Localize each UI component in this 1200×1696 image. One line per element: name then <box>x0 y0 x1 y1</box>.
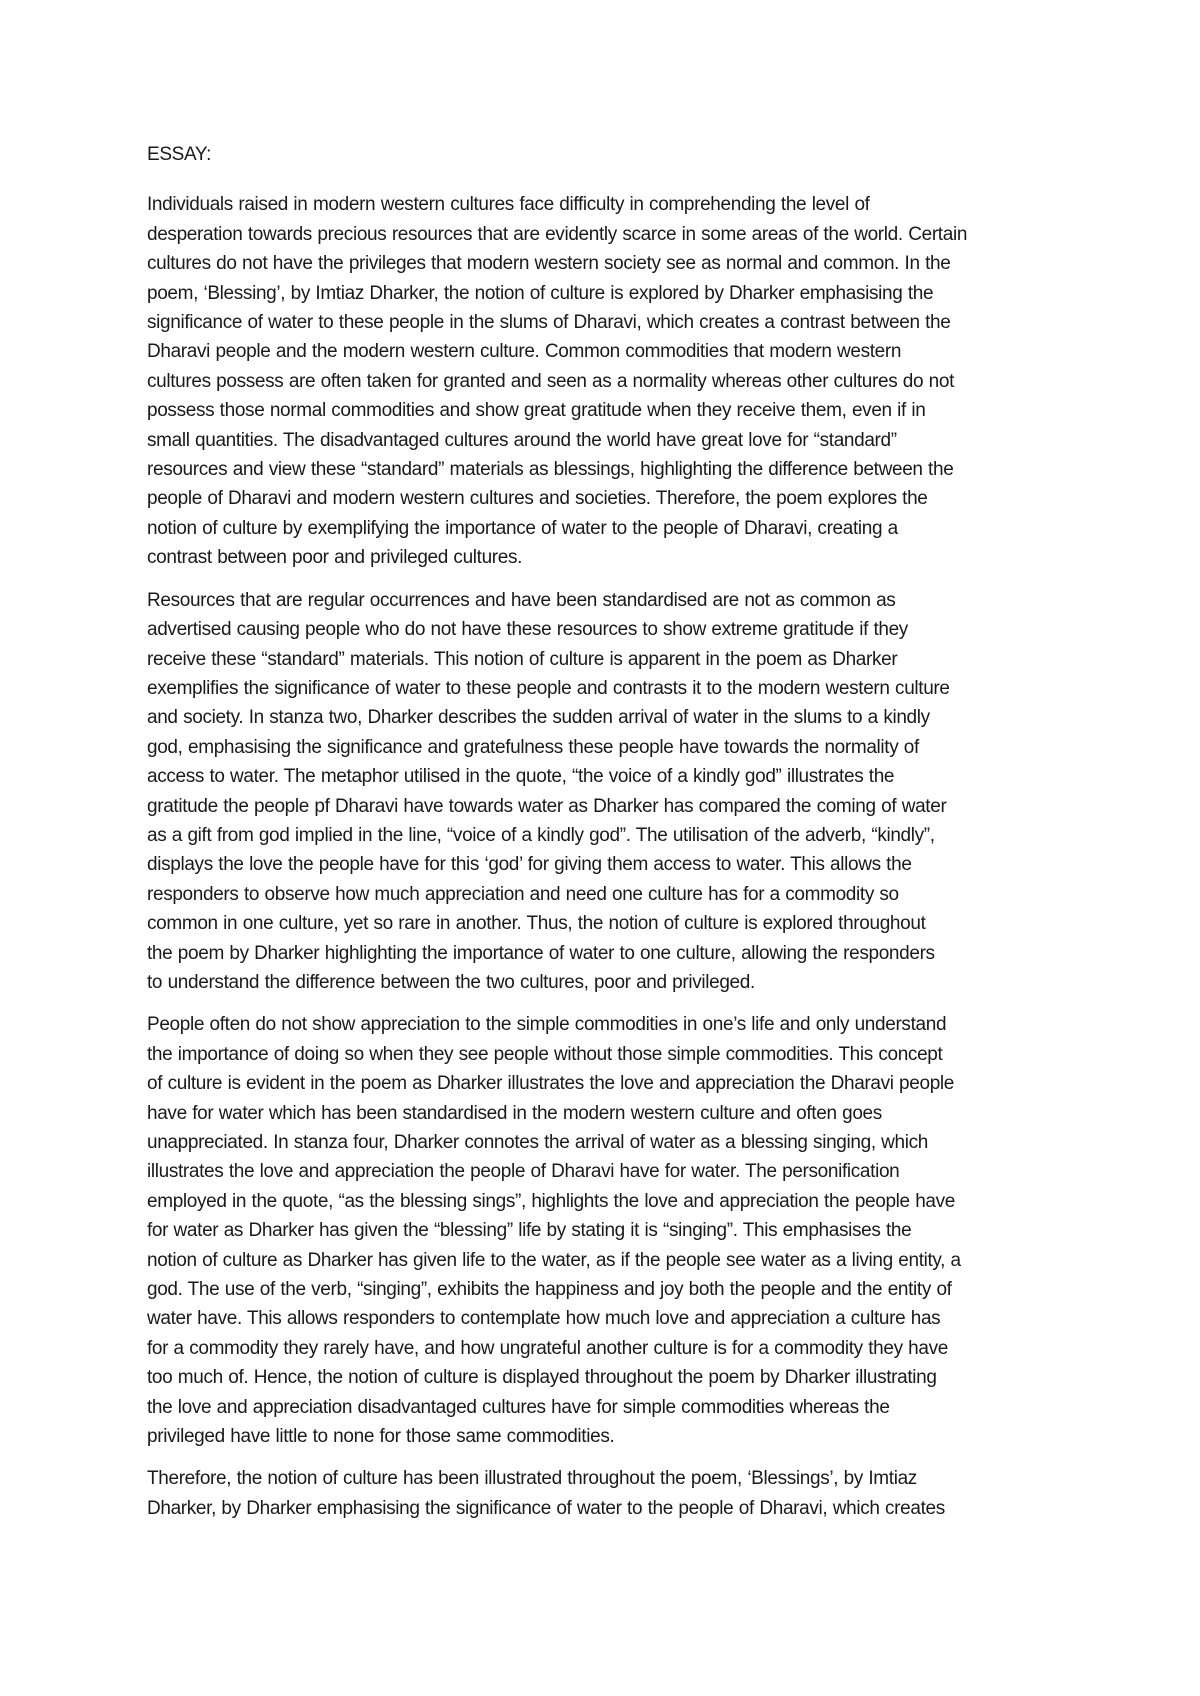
paragraph-line: for a commodity they rarely have, and how ungrateful another culture is for a commodity they have <box>147 1337 948 1359</box>
essay-body <box>147 140 1077 1536</box>
essay-paragraph <box>147 1464 1077 1523</box>
paragraph-line: god. The use of the verb, “singing”, exhibits the happiness and joy both the people and the entity of <box>147 1279 952 1301</box>
paragraph-line: common in one culture, yet so rare in another. Thus, the notion of culture is explored throughout <box>147 913 926 935</box>
essay-paragraph <box>147 1010 1077 1451</box>
paragraph-line: for water as Dharker has given the “blessing” life by stating it is “singing”. This emphasises the <box>147 1220 912 1242</box>
paragraph-line: gratitude the people pf Dharavi have towards water as Dharker has compared the coming of water <box>147 795 947 817</box>
essay-paragraphs <box>147 190 1077 1523</box>
paragraph-line: as a gift from god implied in the line, “voice of a kindly god”. The utilisation of the adverb, “kindly”, <box>147 824 935 846</box>
paragraph-line: have for water which has been standardised in the modern western culture and often goes <box>147 1102 882 1124</box>
paragraph-line: the poem by Dharker highlighting the importance of water to one culture, allowing the responders <box>147 942 935 964</box>
paragraph-line: illustrates the love and appreciation the people of Dharavi have for water. The personification <box>147 1161 900 1183</box>
paragraph-line: water have. This allows responders to contemplate how much love and appreciation a culture has <box>147 1308 941 1330</box>
paragraph-line: receive these “standard” materials. This notion of culture is apparent in the poem as Dharker <box>147 648 898 670</box>
paragraph-line: the importance of doing so when they see people without those simple commodities. This concept <box>147 1043 943 1065</box>
paragraph-line: notion of culture by exemplifying the importance of water to the people of Dharavi, creating a <box>147 517 898 539</box>
paragraph-line: Dharker, by Dharker emphasising the significance of water to the people of Dharavi, which creates <box>147 1497 945 1519</box>
paragraph-line: contrast between poor and privileged cultures. <box>147 547 523 569</box>
paragraph-line: small quantities. The disadvantaged cultures around the world have great love for “standard” <box>147 429 897 451</box>
paragraph-line: of culture is evident in the poem as Dharker illustrates the love and appreciation the Dharavi people <box>147 1073 955 1095</box>
paragraph-line: the love and appreciation disadvantaged cultures have for simple commodities whereas the <box>147 1396 890 1418</box>
paragraph-line: employed in the quote, “as the blessing sings”, highlights the love and appreciation the people have <box>147 1190 955 1212</box>
paragraph-line: desperation towards precious resources that are evidently scarce in some areas of the world. Certain <box>147 223 968 245</box>
essay-paragraph <box>147 190 1077 572</box>
paragraph-line: cultures possess are often taken for granted and seen as a normality whereas other cultures do not <box>147 370 955 392</box>
paragraph-line: notion of culture as Dharker has given life to the water, as if the people see water as a living entity, a <box>147 1249 961 1271</box>
paragraph-line: responders to observe how much appreciation and need one culture has for a commodity so <box>147 883 899 905</box>
paragraph-line: significance of water to these people in the slums of Dharavi, which creates a contrast between the <box>147 312 951 334</box>
paragraph-line: exemplifies the significance of water to these people and contrasts it to the modern western culture <box>147 677 950 699</box>
paragraph-line: advertised causing people who do not have these resources to show extreme gratitude if they <box>147 619 908 641</box>
paragraph-line: privileged have little to none for those same commodities. <box>147 1426 615 1448</box>
paragraph-line: too much of. Hence, the notion of culture is displayed throughout the poem by Dharker illustrating <box>147 1367 937 1389</box>
paragraph-line: cultures do not have the privileges that modern western society see as normal and common. In the <box>147 253 951 275</box>
essay-paragraph <box>147 586 1077 998</box>
paragraph-line: access to water. The metaphor utilised in the quote, “the voice of a kindly god” illustrates the <box>147 766 895 788</box>
paragraph-line: possess those normal commodities and show great gratitude when they receive them, even if in <box>147 400 926 422</box>
paragraph-line: poem, ‘Blessing’, by Imtiaz Dharker, the notion of culture is explored by Dharker emphasising the <box>147 282 934 304</box>
paragraph-line: resources and view these “standard” materials as blessings, highlighting the difference between the <box>147 459 954 481</box>
paragraph-line: to understand the difference between the two cultures, poor and privileged. <box>147 971 755 993</box>
paragraph-line: Therefore, the notion of culture has been illustrated throughout the poem, ‘Blessings’, by Imtiaz <box>147 1468 917 1490</box>
paragraph-line: unappreciated. In stanza four, Dharker connotes the arrival of water as a blessing singing, which <box>147 1132 929 1153</box>
paragraph-line: People often do not show appreciation to the simple commodities in one’s life and only understand <box>147 1014 947 1036</box>
paragraph-line: displays the love the people have for this ‘god’ for giving them access to water. This allows the <box>147 854 912 876</box>
paragraph-line: and society. In stanza two, Dharker describes the sudden arrival of water in the slums to a kindly <box>147 707 930 729</box>
paragraph-line: Dharavi people and the modern western culture. Common commodities that modern western <box>147 341 902 363</box>
paragraph-line: god, emphasising the significance and gratefulness these people have towards the normality of <box>147 736 919 758</box>
paragraph-line: Resources that are regular occurrences and have been standardised are not as common as <box>147 589 896 611</box>
essay-heading: ESSAY: <box>147 144 212 165</box>
paragraph-line: people of Dharavi and modern western cultures and societies. Therefore, the poem explores the <box>147 488 928 510</box>
paragraph-line: Individuals raised in modern western cultures face difficulty in comprehending the level of <box>147 194 870 216</box>
